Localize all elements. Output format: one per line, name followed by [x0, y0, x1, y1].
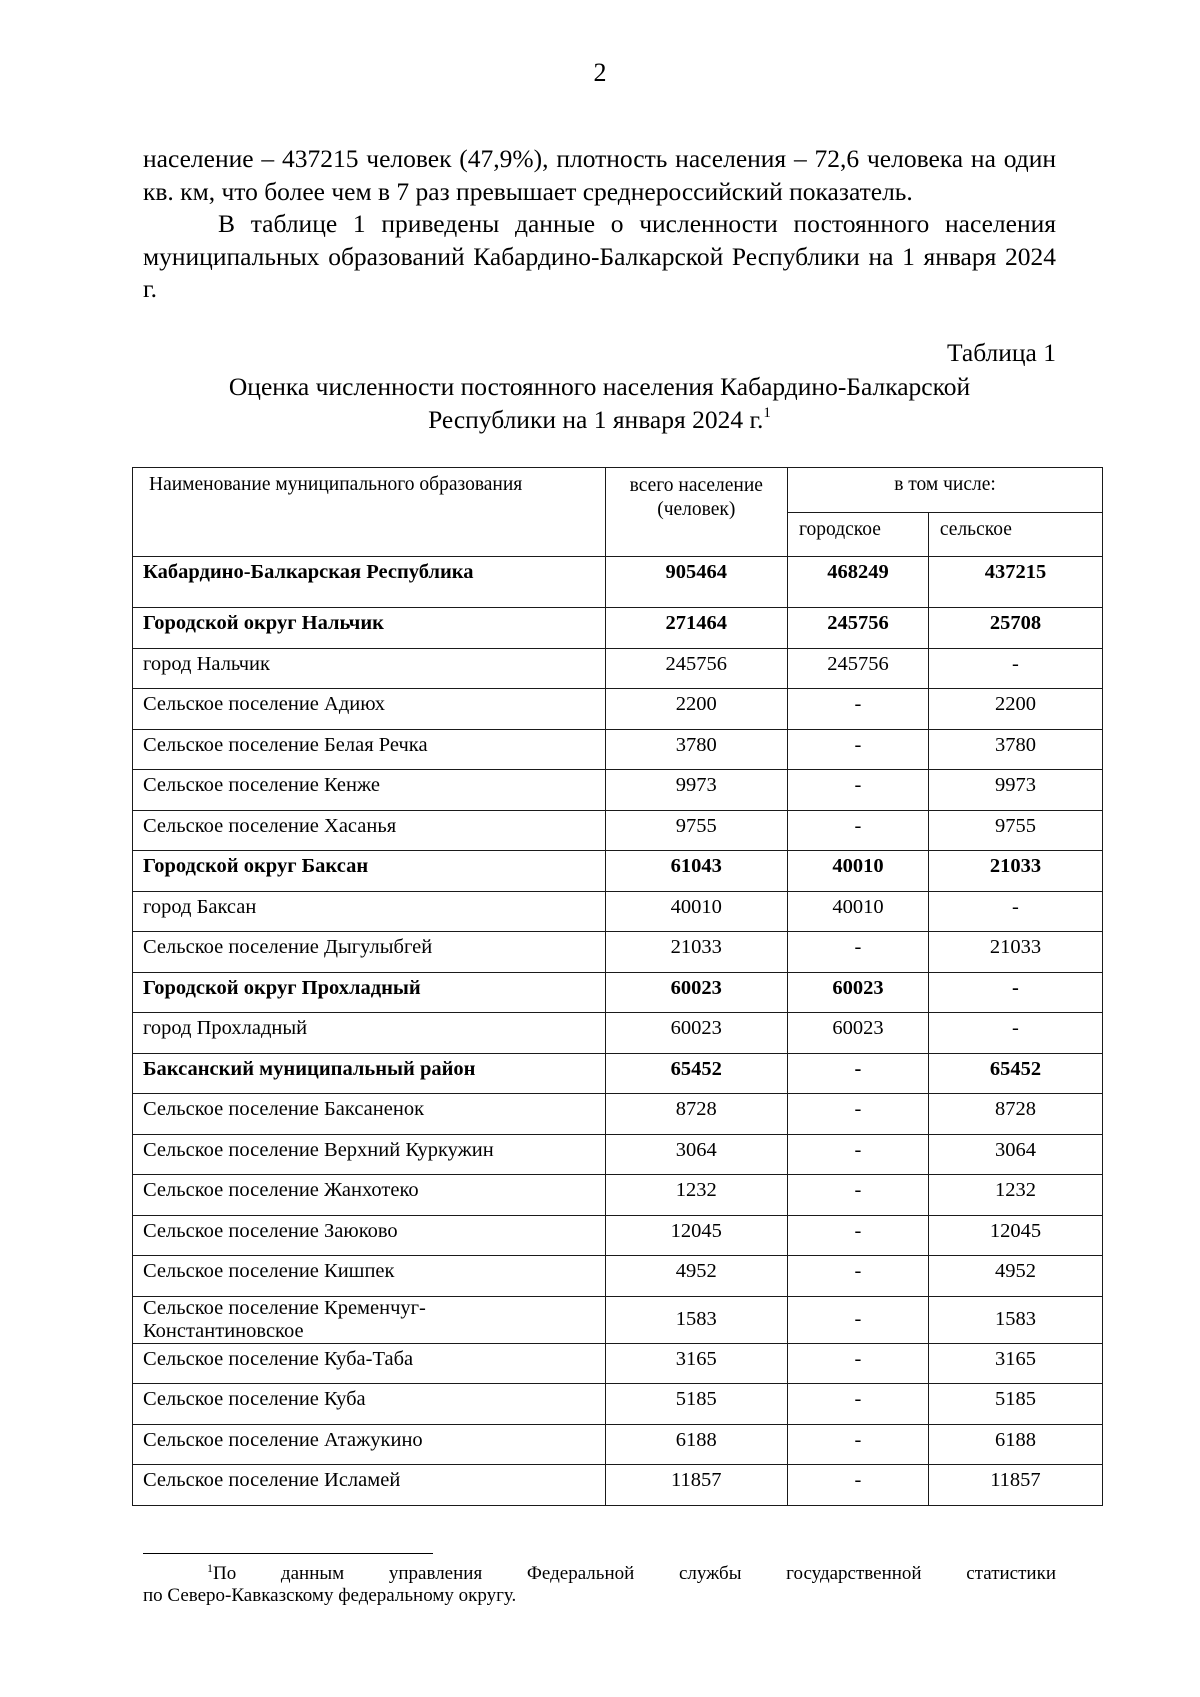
- cell-total: 60023: [605, 1013, 787, 1054]
- cell-name: Сельское поселение Хасанья: [133, 810, 606, 851]
- header-total: всего население (человек): [605, 468, 787, 557]
- cell-rural: -: [928, 891, 1102, 932]
- cell-rural: 3064: [928, 1134, 1102, 1175]
- cell-name: город Прохладный: [133, 1013, 606, 1054]
- cell-urban: -: [788, 1465, 929, 1506]
- cell-name: Баксанский муниципальный район: [133, 1053, 606, 1094]
- cell-rural: 1583: [928, 1296, 1102, 1343]
- paragraph-population: население – 437215 человек (47,9%), плотность населения – 72,6 человека на один кв. км, что более чем в 7 раз превышает среднероссийский показатель.: [143, 144, 1056, 206]
- cell-name: Городской округ Баксан: [133, 851, 606, 892]
- cell-total: 271464: [605, 608, 787, 649]
- cell-urban: -: [788, 1343, 929, 1384]
- cell-urban: -: [788, 729, 929, 770]
- cell-total: 1232: [605, 1175, 787, 1216]
- cell-rural: 4952: [928, 1256, 1102, 1297]
- header-rural: сельское: [928, 512, 1102, 557]
- table-row: [133, 648, 1103, 689]
- cell-urban: 468249: [788, 557, 929, 608]
- table-row: [133, 1175, 1103, 1216]
- cell-urban: -: [788, 1256, 929, 1297]
- cell-total: 6188: [605, 1424, 787, 1465]
- cell-total: 9973: [605, 770, 787, 811]
- cell-rural: -: [928, 972, 1102, 1013]
- cell-urban: 245756: [788, 648, 929, 689]
- table-title: [143, 370, 1056, 436]
- cell-rural: 9755: [928, 810, 1102, 851]
- cell-urban: -: [788, 1134, 929, 1175]
- table-row: [133, 1215, 1103, 1256]
- body-text: [143, 143, 1056, 306]
- header-including: в том числе:: [788, 468, 1103, 513]
- population-table: [132, 467, 1103, 1506]
- cell-urban: -: [788, 810, 929, 851]
- cell-rural: 2200: [928, 689, 1102, 730]
- cell-rural: 3165: [928, 1343, 1102, 1384]
- cell-rural: 11857: [928, 1465, 1102, 1506]
- cell-urban: -: [788, 770, 929, 811]
- cell-urban: -: [788, 1384, 929, 1425]
- table-row: [133, 1134, 1103, 1175]
- cell-name: Сельское поселение Кременчуг- Константиновское: [133, 1296, 606, 1343]
- cell-total: 21033: [605, 932, 787, 973]
- cell-name: Сельское поселение Белая Речка: [133, 729, 606, 770]
- table-row: [133, 932, 1103, 973]
- footnote: [143, 1563, 1056, 1607]
- table-row: [133, 1465, 1103, 1506]
- cell-name: Сельское поселение Атажукино: [133, 1424, 606, 1465]
- cell-rural: 3780: [928, 729, 1102, 770]
- table-row: [133, 557, 1103, 608]
- cell-name: город Нальчик: [133, 648, 606, 689]
- header-urban: городское: [788, 512, 929, 557]
- cell-total: 12045: [605, 1215, 787, 1256]
- cell-rural: 21033: [928, 932, 1102, 973]
- table-row: [133, 810, 1103, 851]
- cell-total: 4952: [605, 1256, 787, 1297]
- page-number: 2: [593, 58, 607, 87]
- footnote-divider: [143, 1553, 433, 1554]
- cell-total: 2200: [605, 689, 787, 730]
- cell-urban: -: [788, 1296, 929, 1343]
- table-row: [133, 729, 1103, 770]
- table-row: [133, 1424, 1103, 1465]
- cell-name: Сельское поселение Кенже: [133, 770, 606, 811]
- table-title-line1: Оценка численности постоянного населения Кабардино-Балкарской: [228, 372, 971, 401]
- cell-urban: 60023: [788, 972, 929, 1013]
- cell-rural: 5185: [928, 1384, 1102, 1425]
- cell-urban: 245756: [788, 608, 929, 649]
- paragraph-table-intro: В таблице 1 приведены данные о численности постоянного населения муниципальных образований Кабардино-Балкарской Республики на 1 января 2024 г.: [143, 209, 1056, 304]
- cell-total: 245756: [605, 648, 787, 689]
- cell-rural: -: [928, 648, 1102, 689]
- cell-urban: -: [788, 932, 929, 973]
- cell-urban: 60023: [788, 1013, 929, 1054]
- cell-name: Сельское поселение Кишпек: [133, 1256, 606, 1297]
- cell-urban: -: [788, 689, 929, 730]
- cell-urban: -: [788, 1215, 929, 1256]
- cell-total: 3165: [605, 1343, 787, 1384]
- cell-rural: 1232: [928, 1175, 1102, 1216]
- table-row: [133, 608, 1103, 649]
- table-row: [133, 1013, 1103, 1054]
- table-body: [133, 557, 1103, 1506]
- cell-total: 60023: [605, 972, 787, 1013]
- cell-name: Сельское поселение Жанхотеко: [133, 1175, 606, 1216]
- cell-name: Сельское поселение Куба: [133, 1384, 606, 1425]
- footnote-line1: $^1$По данным управления Федеральной службы государственной статистики: [207, 1561, 1056, 1584]
- cell-urban: 40010: [788, 891, 929, 932]
- cell-rural: 437215: [928, 557, 1102, 608]
- table-row: [133, 1296, 1103, 1343]
- cell-rural: 21033: [928, 851, 1102, 892]
- cell-urban: -: [788, 1424, 929, 1465]
- table-row: [133, 1343, 1103, 1384]
- table-row: [133, 1256, 1103, 1297]
- cell-rural: 9973: [928, 770, 1102, 811]
- cell-urban: -: [788, 1094, 929, 1135]
- cell-name: Городской округ Нальчик: [133, 608, 606, 649]
- cell-name: Сельское поселение Заюково: [133, 1215, 606, 1256]
- cell-name: Сельское поселение Исламей: [133, 1465, 606, 1506]
- cell-urban: -: [788, 1053, 929, 1094]
- footnote-reference[interactable]: 1: [763, 405, 771, 421]
- cell-total: 65452: [605, 1053, 787, 1094]
- cell-name: Сельское поселение Куба-Таба: [133, 1343, 606, 1384]
- cell-total: 11857: [605, 1465, 787, 1506]
- table-row: [133, 851, 1103, 892]
- table-row: [133, 1384, 1103, 1425]
- cell-urban: -: [788, 1175, 929, 1216]
- cell-total: 905464: [605, 557, 787, 608]
- cell-total: 8728: [605, 1094, 787, 1135]
- cell-name: Сельское поселение Верхний Куркужин: [133, 1134, 606, 1175]
- cell-name: Кабардино-Балкарская Республика: [133, 557, 606, 608]
- cell-rural: 65452: [928, 1053, 1102, 1094]
- table-row: [133, 1094, 1103, 1135]
- cell-urban: 40010: [788, 851, 929, 892]
- cell-rural: -: [928, 1013, 1102, 1054]
- cell-name: Сельское поселение Дыгулыбгей: [133, 932, 606, 973]
- cell-rural: 8728: [928, 1094, 1102, 1135]
- cell-total: 61043: [605, 851, 787, 892]
- table-row: [133, 770, 1103, 811]
- cell-name: город Баксан: [133, 891, 606, 932]
- table-title-line2: Республики на 1 января 2024 г.$^1$: [428, 405, 771, 434]
- cell-total: 3064: [605, 1134, 787, 1175]
- cell-name: Сельское поселение Адиюх: [133, 689, 606, 730]
- table-row: [133, 1053, 1103, 1094]
- cell-total: 9755: [605, 810, 787, 851]
- table-label: Таблица 1: [946, 338, 1056, 367]
- cell-rural: 12045: [928, 1215, 1102, 1256]
- cell-total: 5185: [605, 1384, 787, 1425]
- table-row: [133, 972, 1103, 1013]
- header-name: Наименование муниципального образования: [133, 468, 606, 557]
- cell-rural: 6188: [928, 1424, 1102, 1465]
- cell-name: Городской округ Прохладный: [133, 972, 606, 1013]
- footnote-line2: по Северо-Кавказскому федеральному округу.: [143, 1585, 517, 1606]
- cell-rural: 25708: [928, 608, 1102, 649]
- cell-total: 1583: [605, 1296, 787, 1343]
- cell-total: 3780: [605, 729, 787, 770]
- cell-name: Сельское поселение Баксаненок: [133, 1094, 606, 1135]
- table-row: [133, 689, 1103, 730]
- table-row: [133, 891, 1103, 932]
- cell-total: 40010: [605, 891, 787, 932]
